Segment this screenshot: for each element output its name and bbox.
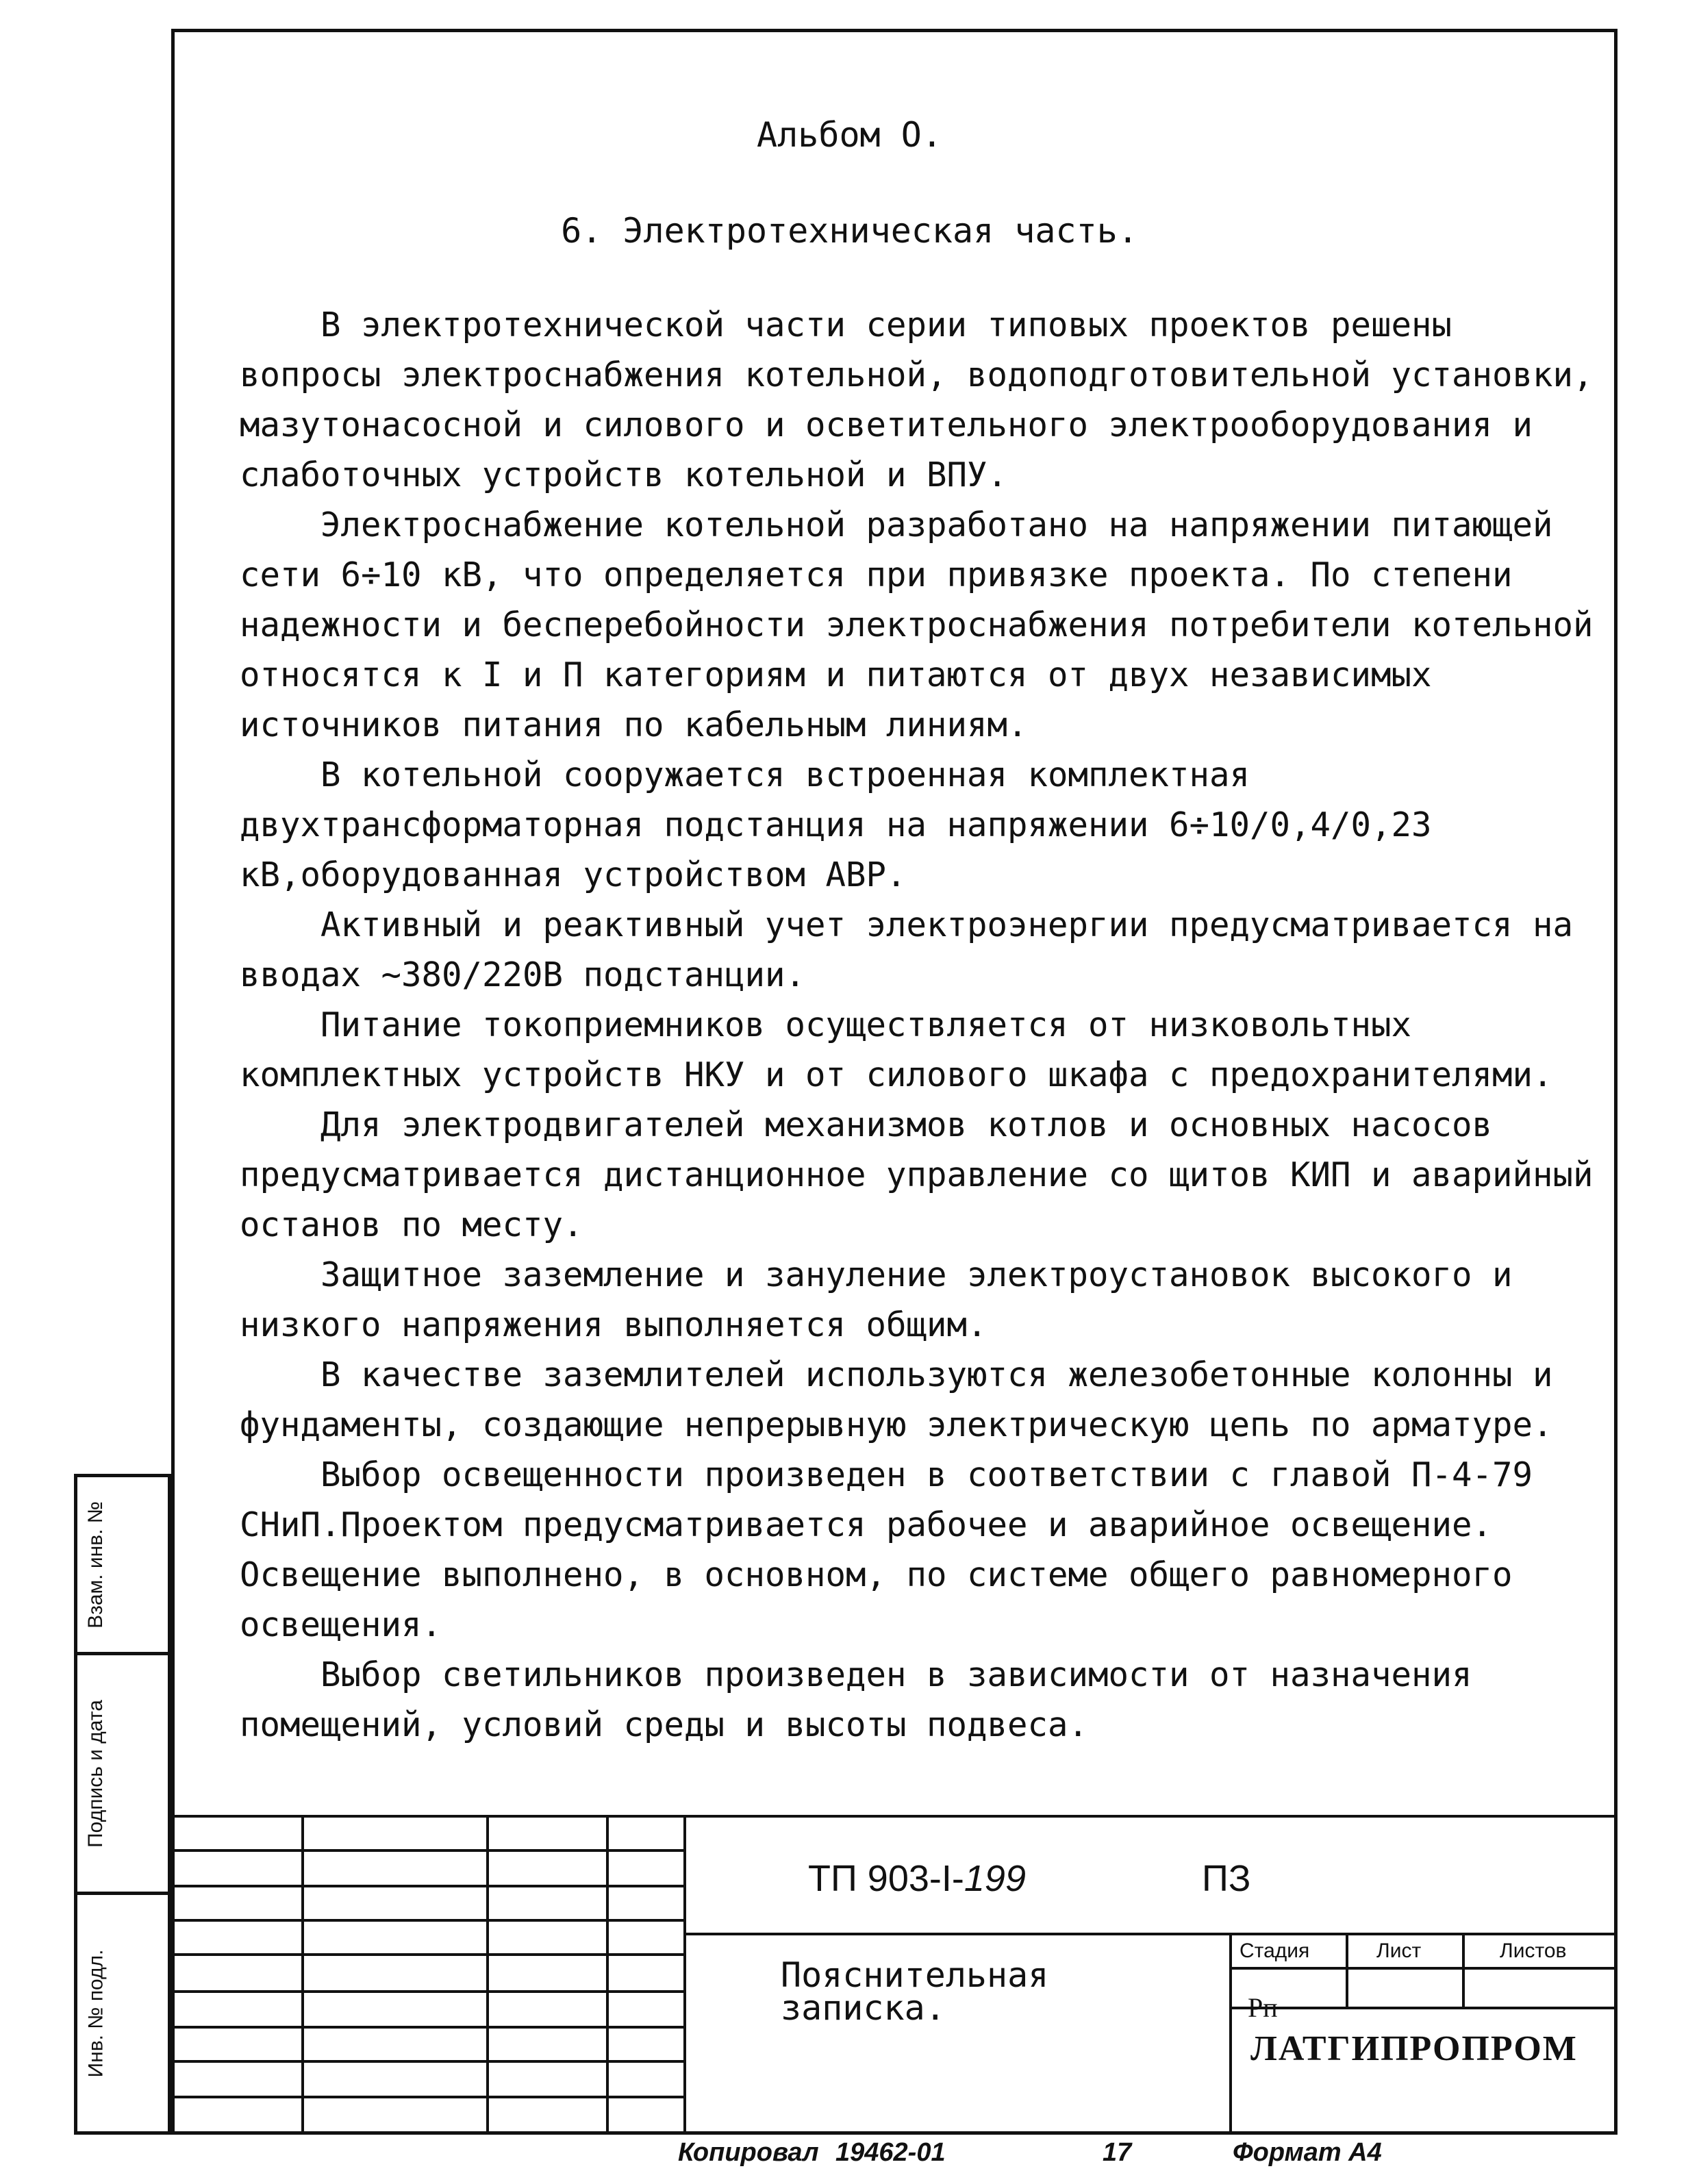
document-type: ПЗ: [1202, 1858, 1251, 1899]
paragraph: В котельной сооружается встроенная комплектная двухтрансформаторная подстанция на напряжении 6÷10/0,4/0,23 кВ,оборудованная устройством АВР.: [240, 755, 1432, 894]
tb-line: [171, 1815, 1618, 1818]
tb-line: [683, 1933, 1618, 1935]
paragraph: Питание токоприемников осуществляется от низковольтных комплектных устройств НКУ и от силового шкафа с предохранителями.: [240, 1005, 1553, 1094]
side-cell-signature: [74, 1652, 171, 1895]
stage-label: Стадия: [1239, 1940, 1310, 1962]
organization-name: ЛАТГИПРОПРОМ: [1250, 2029, 1578, 2068]
paragraph: Активный и реактивный учет электроэнергии предусматривается на вводах ~380/220В подстанции.: [240, 905, 1574, 994]
side-stamp: [74, 1474, 171, 2135]
footer-sheet-no: 17: [1103, 2138, 1132, 2167]
paragraph: В электротехнической части серии типовых проектов решены вопросы электроснабжения котельной, водоподготовительной установки, мазутонасосной и силового и осветительного электрооборудования и слаботочных устройств котельной и ВПУ.: [240, 305, 1594, 494]
body-text: [240, 300, 1602, 1750]
side-cell-inv: [74, 1892, 171, 2135]
paragraph: В качестве заземлителей используются железобетонные колонны и фундаменты, создающие непрерывную электрическую цепь по арматуре.: [240, 1355, 1553, 1444]
sheet-label: Лист: [1376, 1940, 1422, 1962]
paragraph: Защитное заземление и зануление электроустановок высокого и низкого напряжения выполняется общим.: [240, 1255, 1513, 1344]
footer-copied: Копировал: [678, 2138, 819, 2167]
document-code: [808, 1857, 1026, 1900]
footer-order-no: 19462-01: [835, 2138, 946, 2167]
document-name: [781, 1955, 1049, 2028]
footer-format: Формат А4: [1233, 2138, 1382, 2167]
document-name-line2: записка.: [781, 1988, 946, 2028]
tb-line: [683, 1815, 686, 2135]
document-name-line1: Пояснительная: [781, 1955, 1049, 1995]
tb-line: [606, 1815, 609, 2135]
paragraph: Выбор светильников произведен в зависимости от назначения помещений, условий среды и высоты подвеса.: [240, 1655, 1472, 1744]
document-code-number: 199: [964, 1858, 1026, 1899]
side-label-replaces: Взам. инв. №: [84, 1501, 108, 1629]
tb-line: [1462, 1933, 1465, 2007]
tb-line: [301, 1815, 304, 2135]
tb-line: [486, 1815, 489, 2135]
tb-line: [1229, 2007, 1618, 2009]
tb-line: [1346, 1933, 1348, 2007]
paragraph: Выбор освещенности произведен в соответствии с главой П-4-79 СНиП.Проектом предусматривается рабочее и аварийное освещение. Освещение выполнено, в основном, по системе общего равномерного освещения.: [240, 1455, 1533, 1644]
paragraph: Для электродвигателей механизмов котлов и основных насосов предусматривается дистанционное управление со щитов КИП и аварийный останов по месту.: [240, 1105, 1594, 1244]
side-label-inv: Инв. № подл.: [84, 1949, 107, 2077]
stage-value: Рп: [1248, 1992, 1278, 2023]
side-cell-replaces: [74, 1474, 171, 1655]
side-label-signature: Подпись и дата: [84, 1699, 107, 1848]
album-title: Альбом О.: [757, 115, 942, 155]
paragraph: Электроснабжение котельной разработано на напряжении питающей сети 6÷10 кВ, что определяется при привязке проекта. По степени надежности и бесперебойности электроснабжения потребители котельной относятся к I и П категориям и питаются от двух независимых источников питания по кабельным линиям.: [240, 505, 1594, 744]
section-heading: 6. Электротехническая часть.: [561, 211, 1138, 251]
tb-line: [1229, 1967, 1618, 1970]
sheets-label: Листов: [1500, 1940, 1567, 1962]
document-code-prefix: ТП 903-I-: [808, 1858, 964, 1899]
